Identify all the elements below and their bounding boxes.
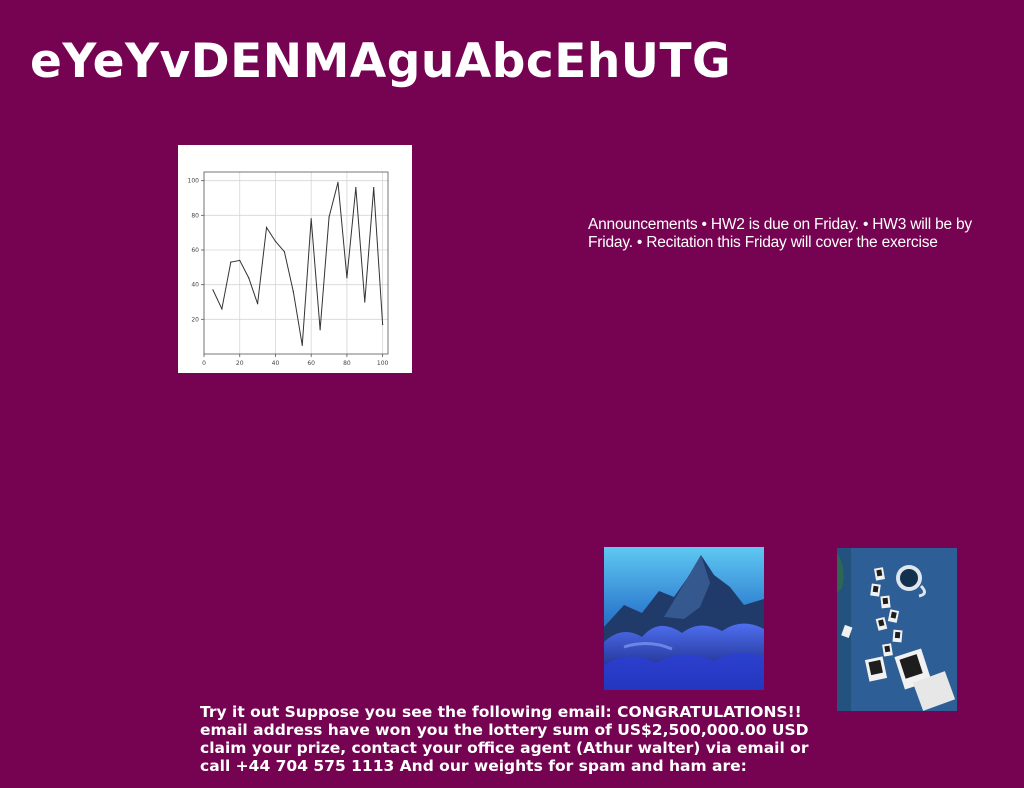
chart-data-point [337,182,338,183]
chart-data-point [364,301,365,302]
mountain-clouds-image [604,547,764,690]
chart-data-point [239,260,240,261]
chart-data-point [230,262,231,263]
chart-xtick-label: 40 [271,360,280,367]
chart-ytick-label: 40 [191,281,199,289]
chart-series-line [213,182,383,345]
desk-photos-image [837,548,957,711]
chart-data-point [373,187,374,188]
chart-ytick-label: 20 [191,316,199,324]
chart-data-point [355,187,356,188]
chart-axes-frame [204,172,388,354]
chart-ytick-label: 100 [187,177,199,185]
chart-ytick-label: 80 [191,212,199,220]
chart-xtick-label: 0 [202,360,206,367]
chart-data-point [248,277,249,278]
chart-data-point [328,216,329,217]
chart-xtick-label: 100 [376,360,389,367]
chart-data-point [293,291,294,292]
chart-data-point [266,227,267,228]
chart-data-point [346,277,347,278]
desk-photos-coffee-photo [837,548,957,711]
chart-data-point [275,241,276,242]
announcement-text: Announcements • HW2 is due on Friday. • HW3 will be by Friday. • Recitation this Friday will cover the exercise [588,216,972,251]
line-chart [178,145,412,373]
chart-data-point [257,303,258,304]
chart-data-point [382,324,383,325]
chart-data-point [212,289,213,290]
chart-data-point [302,345,303,346]
chart-ytick-label: 60 [191,247,199,254]
chart-data-point [320,329,321,330]
spam-email-example-text: Try it out Suppose you see the following email: CONGRATULATIONS!! email address have won you the lottery sum of US$2,500,000.00 USD claim your prize, contact your office agent (Athur walter) via email or call +44 704 575 1113 And our weights for spam and ham are: [200,703,809,775]
chart-data-point [311,218,312,219]
chart-data-point [221,308,222,309]
line-chart-svg [178,145,412,373]
chart-xtick-label: 20 [235,360,244,367]
page-title: eYeYvDENMAguAbcEhUTG [30,34,732,89]
chart-xtick-label: 80 [343,360,351,367]
mountain-clouds-photo [604,547,764,690]
chart-xtick-label: 60 [307,360,316,367]
chart-data-point [284,251,285,252]
